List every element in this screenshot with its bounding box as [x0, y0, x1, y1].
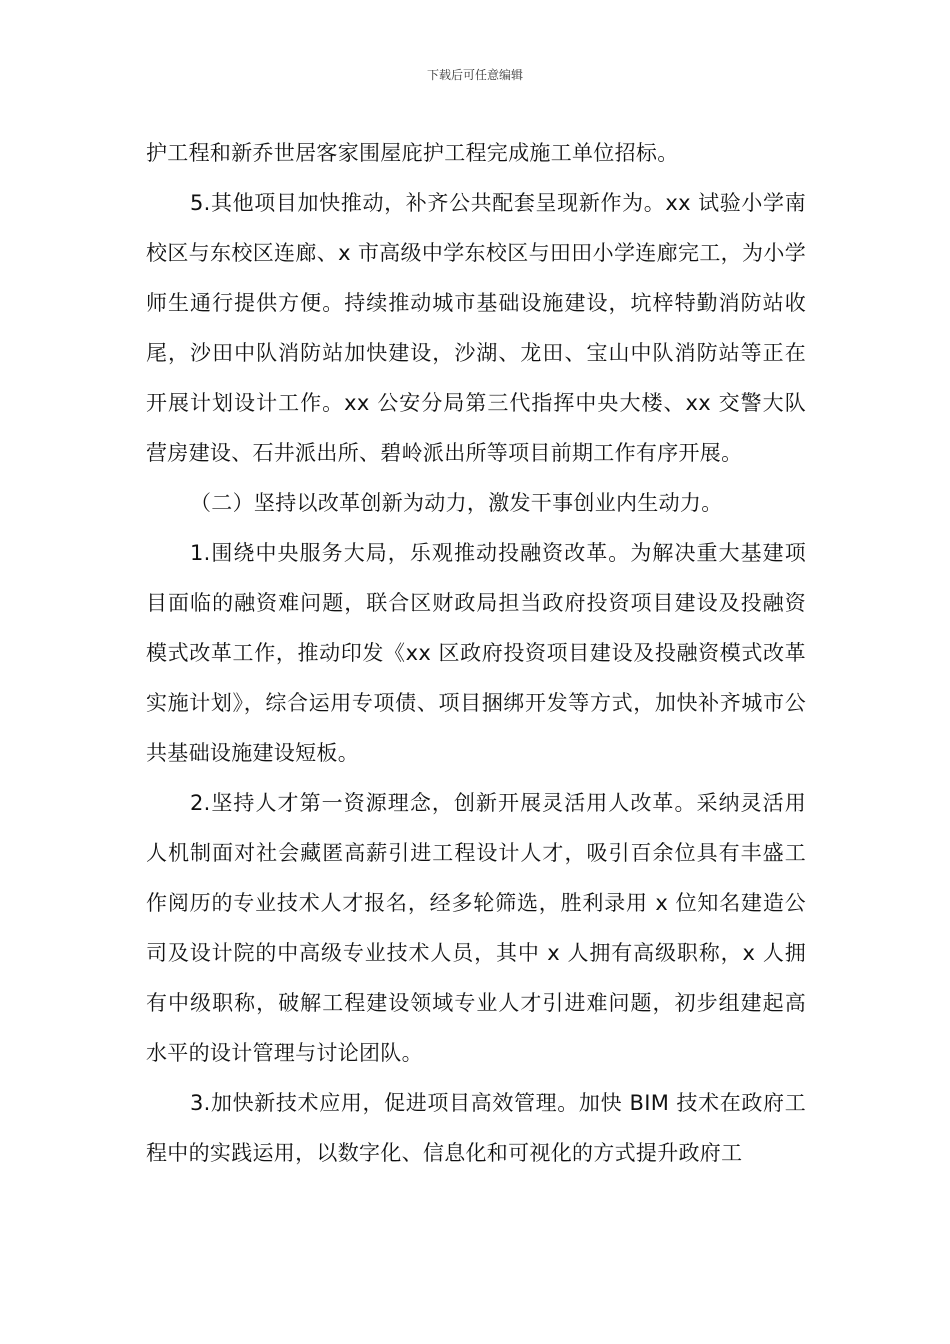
paragraph-item-1: 1.围绕中央服务大局，乐观推动投融资改革。为解决重大基建项目面临的融资难问题，联合区财政局担当政府投资项目建设及投融资模式改革工作，推动印发《xx 区政府投资项目建设及投融资模式改革实施计划》，综合运用专项债、项目捆绑开发等方式，加快补齐城市公共基础设施建设短板。	[146, 541, 806, 765]
page-header: 下载后可任意编辑	[426, 68, 523, 82]
section-heading-2: （二）坚持以改革创新为动力，激发干事创业内生动力。	[190, 491, 723, 515]
document-body	[146, 128, 806, 1178]
paragraph-item-2: 2.坚持人才第一资源理念，创新开展灵活用人改革。采纳灵活用人机制面对社会藏匿高薪引进工程设计人才，吸引百余位具有丰盛工作阅历的专业技术人才报名，经多轮筛选，胜利录用 x 位知名建造公司及设计院的中高级专业技术人员，其中 x 人拥有高级职称，x 人拥有中级职称，破解工程建设领域专业人才引进难问题，初步组建起高水平的设计管理与讨论团队。	[146, 791, 806, 1065]
paragraph-continuation: 护工程和新乔世居客家围屋庇护工程完成施工单位招标。	[146, 141, 679, 165]
paragraph-item-3: 3.加快新技术应用，促进项目高效管理。加快 BIM 技术在政府工程中的实践运用，以数字化、信息化和可视化的方式提升政府工	[146, 1091, 806, 1165]
paragraph-item-5: 5.其他项目加快推动，补齐公共配套呈现新作为。xx 试验小学南校区与东校区连廊、x 市高级中学东校区与田田小学连廊完工，为小学师生通行提供方便。持续推动城市基础设施建设，坑梓特勤消防站收尾，沙田中队消防站加快建设，沙湖、龙田、宝山中队消防站等正在开展计划设计工作。xx 公安分局第三代指挥中央大楼、xx 交警大队营房建设、石井派出所、碧岭派出所等项目前期工作有序开展。	[146, 191, 806, 465]
